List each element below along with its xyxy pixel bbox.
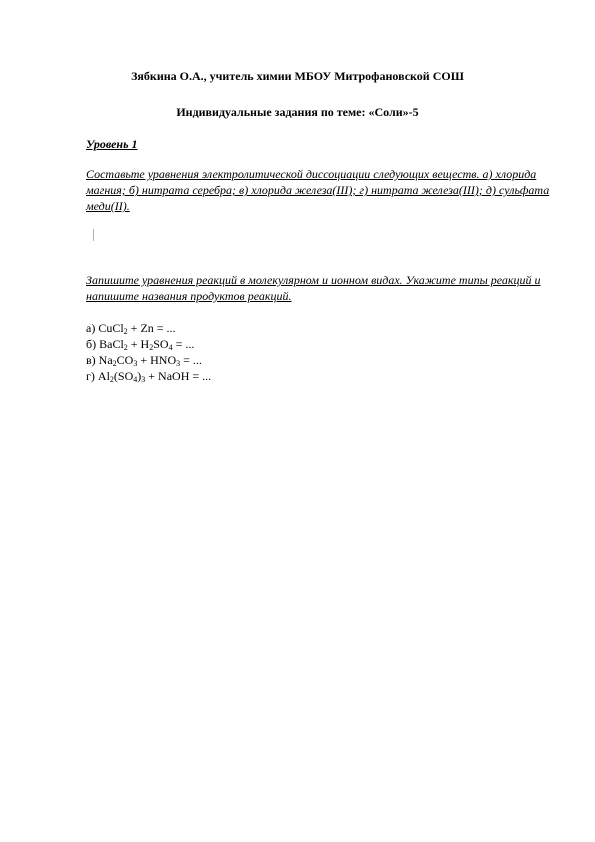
author-line: Зябкина О.А., учитель химии МБОУ Митрофановской СОШ <box>131 69 464 83</box>
subscript: 4 <box>168 343 173 352</box>
formula-part: = ... <box>180 353 202 367</box>
subscript: 3 <box>176 359 181 368</box>
subscript: 2 <box>123 327 128 336</box>
formula-part: + Zn = ... <box>127 321 176 335</box>
formula-part: = ... <box>172 337 195 351</box>
subscript: 3 <box>141 375 146 384</box>
subscript: 2 <box>109 375 114 384</box>
formula-part: + NaOH = ... <box>145 369 212 383</box>
formula-part: + HNO <box>137 353 177 367</box>
formula-part: ) <box>137 369 142 383</box>
topic-title: Индивидуальные задания по теме: «Соли»-5 <box>176 105 419 119</box>
task-2-text: Запишите уравнения реакций в молекулярном и ионном видах. Укажите типы реакций и напишите названия продуктов реакций. <box>86 273 541 303</box>
text-cursor-mark <box>93 229 94 241</box>
formula-part: Al <box>97 369 110 383</box>
formula-part: SO <box>153 337 169 351</box>
subscript: 2 <box>112 359 117 368</box>
formula-part: + H <box>127 337 150 351</box>
equation-d <box>86 368 211 384</box>
equation-label: б) <box>86 337 97 351</box>
task-1-text: Составьте уравнения электролитической диссоциации следующих веществ. а) хлорида магния; б) нитрата серебра; в) хлорида железа(III); г) нитрата железа(III); д) сульфата меди(II). <box>86 167 550 213</box>
equation-label: в) <box>86 353 96 367</box>
formula-part: CuCl <box>98 321 124 335</box>
level-heading: Уровень 1 <box>86 137 138 151</box>
formula-part: CO <box>116 353 134 367</box>
subscript: 2 <box>149 343 154 352</box>
equations-list <box>86 320 211 384</box>
formula-part: BaCl <box>99 337 124 351</box>
formula-part: (SO <box>113 369 134 383</box>
equation-label: г) <box>86 369 95 383</box>
subscript: 4 <box>133 375 138 384</box>
equation-c <box>86 352 211 368</box>
subscript: 2 <box>123 343 128 352</box>
equation-b <box>86 336 211 352</box>
subscript: 3 <box>133 359 138 368</box>
equation-a <box>86 320 211 336</box>
equation-label: а) <box>86 321 96 335</box>
formula-part: Na <box>98 353 113 367</box>
